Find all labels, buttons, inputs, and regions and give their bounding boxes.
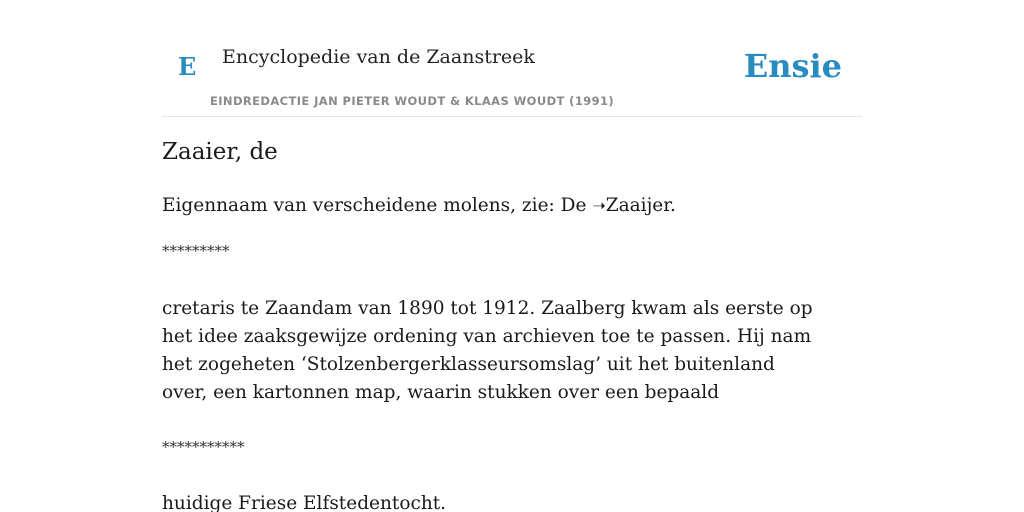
paragraph-1-text: Eigennaam van verscheidene molens, zie: De — [162, 195, 593, 216]
separator-2: *********** — [162, 438, 245, 456]
ensie-logo-icon[interactable]: E — [178, 52, 197, 81]
editors-subtitle: EINDREDACTIE JAN PIETER WOUDT & KLAAS WOUDT (1991) — [210, 94, 615, 108]
entry-paragraph-2: cretaris te Zaandam van 1890 tot 1912. Zaalberg kwam als eerste op het idee zaaksgewijze ordening van archieven toe te passen. Hij nam het zogeheten ‘Stolzenbergerklasseursomslag’ uit het buitenland over, een kartonnen map, waarin stukken over een bepaald — [162, 298, 813, 403]
entry-title: Zaaier, de — [162, 139, 278, 165]
page-container — [162, 0, 862, 512]
header — [162, 0, 862, 117]
book-title-link[interactable]: Encyclopedie van de Zaanstreek — [222, 46, 535, 68]
entry-paragraph-1 — [162, 192, 822, 220]
separator-1: ********* — [162, 242, 230, 260]
brand-logo-link[interactable]: Ensie — [743, 47, 842, 85]
entry-paragraph-3: huidige Friese Elfstedentocht. — [162, 493, 447, 512]
zaaijer-link[interactable]: Zaaijer. — [605, 195, 676, 216]
arrow-right-icon: ➝ — [592, 196, 606, 215]
